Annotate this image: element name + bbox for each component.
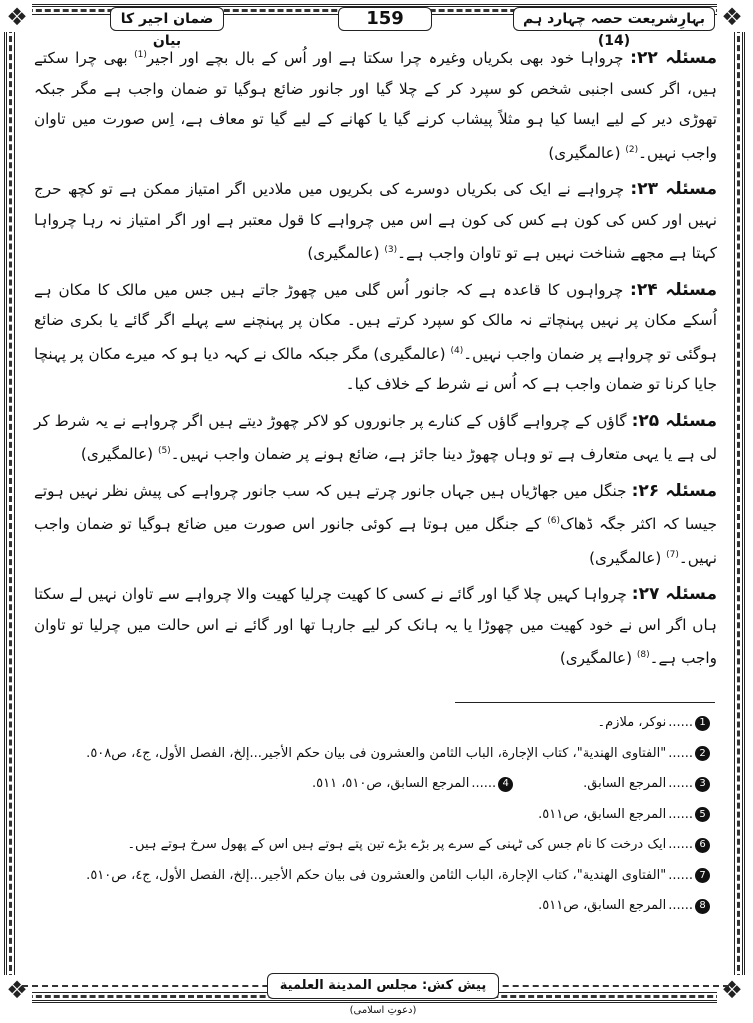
footnote-text: نوکر، ملازم۔ xyxy=(597,715,667,731)
chapter-title: ضمان اجیر کا بیان xyxy=(110,7,224,31)
masala-23: مسئلہ ۲۳: چرواہے نے ایک کی بکریاں دوسرے کی بکریوں میں ملادیں اگر امتیاز ممکن ہے تو کچھ حرج نہیں اور کس کی کون ہے کس کی کون ہے اس میں چرواہے کا قول معتبر ہے اور اگر امتیاز نہ رہا چرواہا کہتا ہے مجھے شناخت نہیں ہے تو تاوان واجب ہے۔$^{(3)}$ (عالمگیری) xyxy=(34,179,718,263)
footnote-text: المرجع السابق، ص٥١١. xyxy=(538,898,667,914)
footnote-number-badge: 3 xyxy=(695,777,710,792)
masala-label: مسئلہ ۲۶: xyxy=(631,480,717,501)
footnote-number-badge: 8 xyxy=(695,899,710,914)
footnote-ref[interactable]: (1) xyxy=(134,50,147,60)
page-footer xyxy=(22,973,729,1016)
masala-22: مسئلہ ۲۲: چرواہا خود بھی بکریاں وغیرہ چرا سکتا ہے اور اُس کے بال بچے اور اجیر$^{(1)}$ بھی چرا سکتے ہیں، اگر کسی اجنبی شخص کو سپرد کر کے چلا گیا اور جانور ضائع ہوگیا تو ضمان واجب ہے مگر جبکہ تھوڑی دیر کے لیے ایسا کیا ہو مثلاً پیشاب کرنے گیا یا کھانے کے لیے گیا تو معاف ہے، اِس صورت میں تاوان واجب نہیں۔$^{(2)}$ (عالمگیری) xyxy=(34,48,718,162)
footnote-text: المرجع السابق، ص٥١١. xyxy=(538,806,667,822)
masala-27: مسئلہ ۲۷: چرواہا کہیں چلا گیا اور گائے نے کسی کا کھیت چرلیا کھیت والا چرواہے سے تاوان نہیں لے سکتا ہاں اگر اس نے خود کھیت میں چھوڑا یا یہ ہانک کر لیے جارہا تھا اور گائے نے اس حالت میں چرلیا تو تاوان واجب ہے۔$^{(8)}$ (عالمگیری) xyxy=(34,584,717,668)
masala-24: مسئلہ ۲۴: چرواہوں کا قاعدہ ہے کہ جانور اُس گلی میں چھوڑ جاتے ہیں جس میں مالک کا مکان ہے اُسکے مکان پر نہیں پہنچاتے نہ مالک کو سپرد کرتے ہیں۔ مکان پر پہنچنے سے پہلے اگر گائے یا بکری ضائع ہوگئی تو چرواہے پر ضمان واجب نہیں۔$^{(4)}$ (عالمگیری) مگر جبکہ مالک نے کہہ دیا ہو کہ میرے مکان پر پہنچا جایا کرنا تو ضمان واجب ہے کہ اُس نے شرط کے خلاف کیا۔ xyxy=(34,279,718,394)
corner-ornament-icon: ❖ xyxy=(717,975,747,1005)
masala-label: مسئلہ ۲۵: xyxy=(631,410,717,431)
footnote-text: ایک درخت کا نام جس کی ٹہنی کے سرے پر بڑے بڑے تین پتے ہوتے ہیں اس کے پھول سرخ ہوتے ہیں۔ xyxy=(127,837,667,853)
footnote-number-badge: 4 xyxy=(498,777,513,792)
footnotes xyxy=(40,708,710,922)
footnote-item: 1 ...... نوکر، ملازم۔ xyxy=(40,708,710,739)
footnote-ref[interactable]: (5) xyxy=(157,446,171,457)
masala-label: مسئلہ ۲۷: xyxy=(631,584,717,605)
footnote-number-badge: 7 xyxy=(695,868,710,883)
footnote-text: "الفتاوی الهندية"، كتاب الإجارة، الباب الثامن والعشرون فی بيان حكم الأجير...إلخ، الفصل الأول، ج٤، ص٥١٠. xyxy=(86,867,667,883)
footnote-ref[interactable]: (2) xyxy=(625,144,639,155)
masala-25: مسئلہ ۲۵: گاؤں کے چرواہے گاؤں کے کنارے پر جانوروں کو لاکر چھوڑ دیتے ہیں اگر چرواہے نے یہ شرط کر لی ہے یا یہی متعارف ہے تو وہاں چھوڑ دینا جائز ہے، ضائع ہونے پر ضمان واجب نہیں۔$^{(5)}$ (عالمگیری) xyxy=(34,410,717,464)
footer-prefix: پیش کش: xyxy=(421,978,487,993)
masala-26: مسئلہ ۲۶: جنگل میں جھاڑیاں ہیں جہاں جانور چرتے ہیں کہ سب جانور چرواہے کی پیش نظر نہیں ہوتے جیسا کہ اکثر جگہ ڈھاک$^{(6)}$ کے جنگل میں ہوتا ہے کوئی جانور اس صورت میں ضائع ہوگیا تو ضمان واجب نہیں۔$^{(7)}$ (عالمگیری) xyxy=(34,480,717,567)
publisher-name: مجلس المدينة العلمية xyxy=(279,978,418,993)
footnote-item: 8 ...... المرجع السابق، ص٥١١. xyxy=(40,891,710,922)
publisher-credit xyxy=(267,973,499,1016)
footnote-item: 6 ...... ایک درخت کا نام جس کی ٹہنی کے سرے پر بڑے بڑے تین پتے ہوتے ہیں اس کے پھول سرخ ہوتے ہیں۔ xyxy=(40,830,710,861)
footnote-text: المرجع السابق، ص٥١٠، ٥١١. xyxy=(311,776,470,792)
footnote-text: المرجع السابق. xyxy=(583,776,667,792)
footnote-ref[interactable]: (8) xyxy=(636,650,650,661)
footnote-ref[interactable]: (7) xyxy=(666,549,679,560)
organization-name: (دعوتِ اسلامی) xyxy=(349,1005,417,1016)
masala-label: مسئلہ ۲۴: xyxy=(630,279,718,300)
masala-label: مسئلہ ۲۳: xyxy=(630,179,718,200)
main-text xyxy=(34,40,717,680)
footnote-number-badge: 5 xyxy=(695,807,710,822)
footnote-number-badge: 6 xyxy=(695,838,710,853)
footnote-text: "الفتاوی الهندية"، كتاب الإجارة، الباب الثامن والعشرون فی بيان حكم الأجير...إلخ، الفصل الأول، ج٤، ص٥٠٨. xyxy=(86,745,667,761)
corner-ornament-icon: ❖ xyxy=(717,2,747,32)
footnote-ref[interactable]: (4) xyxy=(450,345,464,356)
footnote-item: 2 ...... "الفتاوی الهندية"، كتاب الإجارة، الباب الثامن والعشرون فی بيان حكم الأجير...إلخ، الفصل الأول، ج٤، ص٥٠٨. xyxy=(40,739,710,770)
corner-ornament-icon: ❖ xyxy=(2,975,32,1005)
footnote-item: 7 ...... "الفتاوی الهندية"، كتاب الإجارة، الباب الثامن والعشرون فی بيان حكم الأجير...إلخ، الفصل الأول، ج٤، ص٥١٠. xyxy=(40,861,710,892)
masala-label: مسئلہ ۲۲: xyxy=(630,48,718,69)
corner-ornament-icon: ❖ xyxy=(2,2,32,32)
page-number: 159 xyxy=(338,7,432,31)
footnote-number-badge: 2 xyxy=(695,746,710,761)
footnote-divider xyxy=(455,702,715,703)
footnote-ref[interactable]: (3) xyxy=(384,245,398,256)
footnote-item: 3 ...... المرجع السابق. 4 ...... المرجع السابق، ص٥١٠، ٥١١. xyxy=(40,769,710,800)
footnote-item: 5 ...... المرجع السابق، ص٥١١. xyxy=(40,800,710,831)
book-title: بہارِشریعت حصہ چہارد ہم (14) xyxy=(513,7,715,31)
footnote-ref[interactable]: (6) xyxy=(547,516,560,527)
page-header xyxy=(22,7,729,49)
footnote-number-badge: 1 xyxy=(695,716,710,731)
